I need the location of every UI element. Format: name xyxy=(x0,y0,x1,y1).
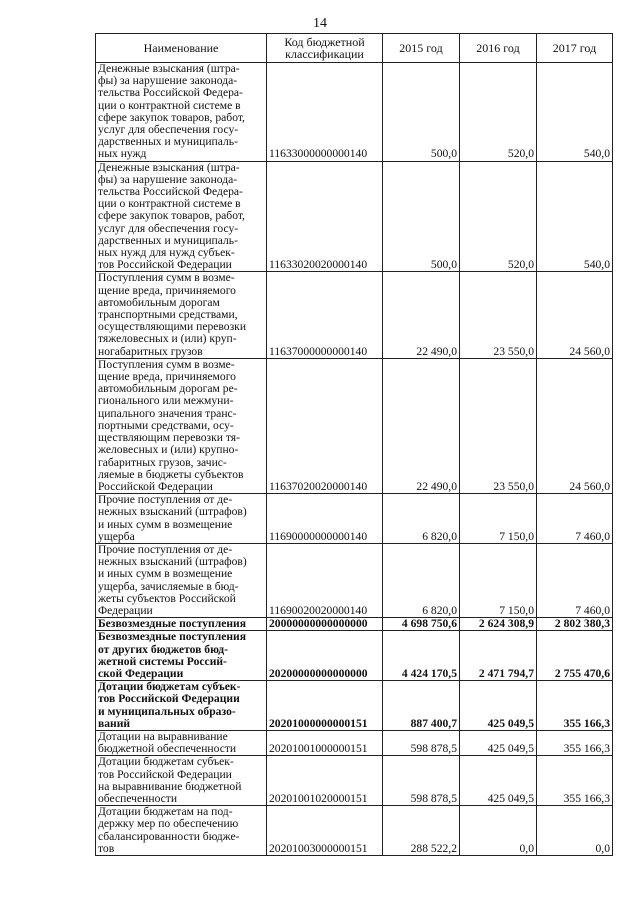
code-cell: 11637000000000140 xyxy=(267,272,383,358)
table-row xyxy=(96,618,613,631)
name-cell: Безвозмездные поступления xyxy=(96,618,267,631)
code-cell: 20201001000000151 xyxy=(267,730,383,755)
value-2016-cell: 2 624 308,9 xyxy=(460,618,537,631)
code-cell: 20000000000000000 xyxy=(267,618,383,631)
name-cell: Денежные взыскания (штра- фы) за нарушение законода- тельства Российской Федера- ции о контрактной системе в сфере закупок товаров, работ, услуг для обеспечения госу- дарственных и муниципаль- ных нужд для нужд субъек- тов Российской Федерации xyxy=(96,161,267,272)
value-2017-cell: 355 166,3 xyxy=(537,681,613,731)
value-2015-cell: 22 490,0 xyxy=(383,358,460,493)
table-header-row xyxy=(96,34,613,63)
budget-revenue-table xyxy=(95,33,613,856)
value-2015-cell: 598 878,5 xyxy=(383,730,460,755)
value-2015-cell: 500,0 xyxy=(383,63,460,162)
value-2017-cell: 540,0 xyxy=(537,63,613,162)
value-2017-cell: 2 755 470,6 xyxy=(537,631,613,681)
name-cell: Прочие поступления от де- нежных взысканий (штрафов) и иных сумм в возмещение ущерба, зачисляемые в бюд- жеты субъектов Российской Федерации xyxy=(96,543,267,617)
value-2017-cell: 24 560,0 xyxy=(537,272,613,358)
value-2015-cell: 22 490,0 xyxy=(383,272,460,358)
value-2016-cell: 7 150,0 xyxy=(460,494,537,544)
header-year-2017: 2017 год xyxy=(537,34,613,63)
table-row xyxy=(96,358,613,493)
name-cell: Дотации на выравнивание бюджетной обеспеченности xyxy=(96,730,267,755)
value-2016-cell: 2 471 794,7 xyxy=(460,631,537,681)
value-2017-cell: 2 802 380,3 xyxy=(537,618,613,631)
value-2017-cell: 7 460,0 xyxy=(537,543,613,617)
name-cell: Поступления сумм в возме- щение вреда, причиняемого автомобильным дорогам транспортными средствами, осуществляющими перевозки тяжеловесных и (или) круп- ногабаритных грузов xyxy=(96,272,267,358)
table-row xyxy=(96,63,613,162)
value-2016-cell: 520,0 xyxy=(460,161,537,272)
name-cell: Прочие поступления от де- нежных взысканий (штрафов) и иных сумм в возмещение ущерба xyxy=(96,494,267,544)
value-2016-cell: 520,0 xyxy=(460,63,537,162)
name-cell: Дотации бюджетам на под- держку мер по обеспечению сбалансированности бюдже- тов xyxy=(96,806,267,856)
value-2015-cell: 887 400,7 xyxy=(383,681,460,731)
value-2017-cell: 355 166,3 xyxy=(537,756,613,806)
header-code: Код бюджетной классификации xyxy=(267,34,383,63)
value-2016-cell: 0,0 xyxy=(460,806,537,856)
value-2016-cell: 425 049,5 xyxy=(460,681,537,731)
value-2017-cell: 540,0 xyxy=(537,161,613,272)
value-2015-cell: 6 820,0 xyxy=(383,494,460,544)
header-year-2015: 2015 год xyxy=(383,34,460,63)
value-2016-cell: 23 550,0 xyxy=(460,272,537,358)
code-cell: 20201000000000151 xyxy=(267,681,383,731)
table-row xyxy=(96,681,613,731)
name-cell: Поступления сумм в возме- щение вреда, причиняемого автомобильным дорогам ре- гионального или межмуни- ципального значения транс- портными средствами, осу- ществляющим перевозки тя- желовесных и (или) крупно- габаритных грузов, зачис- ляемые в бюджеты субъектов Российской Федерации xyxy=(96,358,267,493)
code-cell: 11690020020000140 xyxy=(267,543,383,617)
name-cell: Безвозмездные поступления от других бюджетов бюд- жетной системы Россий- ской Федерации xyxy=(96,631,267,681)
header-name: Наименование xyxy=(96,34,267,63)
name-cell: Дотации бюджетам субъек- тов Российской Федерации и муниципальных образо- ваний xyxy=(96,681,267,731)
value-2015-cell: 288 522,2 xyxy=(383,806,460,856)
table-row xyxy=(96,631,613,681)
table-row xyxy=(96,494,613,544)
table-row xyxy=(96,756,613,806)
table-row xyxy=(96,272,613,358)
value-2017-cell: 0,0 xyxy=(537,806,613,856)
value-2017-cell: 24 560,0 xyxy=(537,358,613,493)
value-2015-cell: 598 878,5 xyxy=(383,756,460,806)
code-cell: 20201001020000151 xyxy=(267,756,383,806)
value-2016-cell: 425 049,5 xyxy=(460,756,537,806)
value-2017-cell: 7 460,0 xyxy=(537,494,613,544)
value-2017-cell: 355 166,3 xyxy=(537,730,613,755)
table-row xyxy=(96,806,613,856)
code-cell: 11633000000000140 xyxy=(267,63,383,162)
table-row xyxy=(96,543,613,617)
value-2015-cell: 6 820,0 xyxy=(383,543,460,617)
value-2015-cell: 4 698 750,6 xyxy=(383,618,460,631)
value-2015-cell: 500,0 xyxy=(383,161,460,272)
value-2016-cell: 425 049,5 xyxy=(460,730,537,755)
header-year-2016: 2016 год xyxy=(460,34,537,63)
name-cell: Дотации бюджетам субъек- тов Российской Федерации на выравнивание бюджетной обеспеченности xyxy=(96,756,267,806)
code-cell: 11637020020000140 xyxy=(267,358,383,493)
code-cell: 11633020020000140 xyxy=(267,161,383,272)
value-2015-cell: 4 424 170,5 xyxy=(383,631,460,681)
value-2016-cell: 23 550,0 xyxy=(460,358,537,493)
code-cell: 11690000000000140 xyxy=(267,494,383,544)
code-cell: 20200000000000000 xyxy=(267,631,383,681)
name-cell: Денежные взыскания (штра- фы) за нарушение законода- тельства Российской Федера- ции о контрактной системе в сфере закупок товаров, работ, услуг для обеспечения госу- дарственных и муниципаль- ных нужд xyxy=(96,63,267,162)
table-row xyxy=(96,161,613,272)
value-2016-cell: 7 150,0 xyxy=(460,543,537,617)
code-cell: 20201003000000151 xyxy=(267,806,383,856)
table-row xyxy=(96,730,613,755)
page-number: 14 xyxy=(313,16,327,31)
